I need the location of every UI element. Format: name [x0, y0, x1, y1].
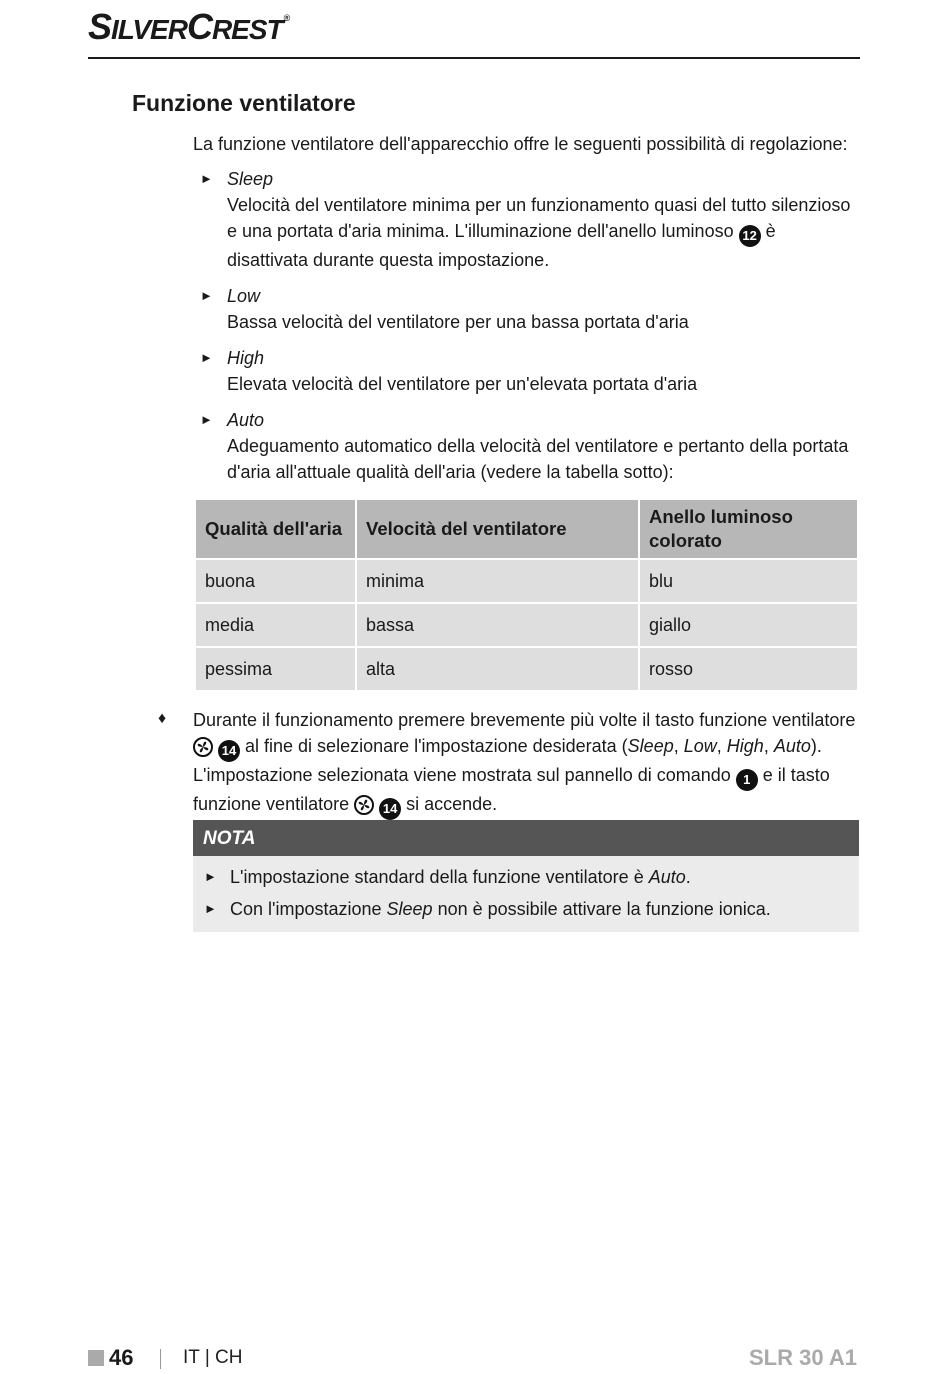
table-cell: bassa: [356, 603, 639, 647]
option-description: Bassa velocità del ventilatore per una bassa portata d'aria: [227, 312, 689, 332]
option-name: Low: [227, 286, 261, 306]
page-number: 46: [109, 1345, 134, 1370]
table-cell: alta: [356, 647, 639, 691]
option-description: Adeguamento automatico della velocità del ventilatore e pertanto della portata d'aria all'attuale qualità dell'aria (vedere la tabella sotto):: [227, 436, 849, 482]
table-header: Qualità dell'aria: [195, 499, 356, 559]
table-row: [195, 559, 858, 603]
arrow-icon: ►: [200, 288, 213, 303]
note-item: ► L'impostazione standard della funzione ventilatore è Auto.: [193, 864, 859, 890]
option-low: [200, 283, 860, 335]
footer-divider: [160, 1349, 161, 1369]
table-cell: rosso: [639, 647, 858, 691]
air-quality-table: [194, 498, 859, 692]
instruction-text: Durante il funzionamento premere brevemente più volte il tasto funzione ventilatore 14 al fine di selezionare l'impostazione desiderata (Sleep, Low, High, Auto). L'impostazione selezionata viene mostrata sul pannello di comando 1 e il tasto funzione ventilatore 14 si accende.: [193, 707, 859, 820]
arrow-icon: ►: [200, 350, 213, 365]
fan-icon: [354, 795, 374, 815]
note-body: [193, 856, 859, 932]
arrow-icon: ►: [200, 171, 213, 186]
language-code: IT | CH: [183, 1347, 243, 1368]
reference-number-icon: 1: [736, 769, 758, 791]
diamond-bullet-icon: ♦: [158, 710, 167, 727]
fan-options-list: [200, 166, 860, 495]
intro-text: La funzione ventilatore dell'apparecchio offre le seguenti possibilità di regolazione:: [193, 134, 848, 154]
table-header: Anello luminoso colorato: [639, 499, 858, 559]
footer-square-marker: [88, 1350, 104, 1366]
model-number: SLR 30 A1: [748, 1345, 857, 1370]
table-cell: giallo: [639, 603, 858, 647]
option-name: Sleep: [227, 169, 274, 189]
option-description: Velocità del ventilatore minima per un funzionamento quasi del tutto silenzioso e una portata d'aria minima. L'illuminazione dell'anello luminoso 12 è disattivata durante questa impostazione.: [227, 195, 851, 270]
note-item: ► Con l'impostazione Sleep non è possibile attivare la funzione ionica.: [193, 896, 859, 922]
option-description: Elevata velocità del ventilatore per un'elevata portata d'aria: [227, 374, 698, 394]
table-row: [195, 603, 858, 647]
table-header: Velocità del ventilatore: [356, 499, 639, 559]
reference-number-icon: 12: [739, 225, 761, 247]
reference-number-icon: 14: [379, 798, 401, 820]
arrow-icon: ►: [204, 901, 217, 916]
table-cell: buona: [195, 559, 356, 603]
option-sleep: [200, 166, 860, 273]
option-name: High: [227, 348, 265, 368]
option-name: Auto: [227, 410, 265, 430]
arrow-icon: ►: [200, 412, 213, 427]
note-title: NOTA: [193, 820, 859, 856]
arrow-icon: ►: [204, 869, 217, 884]
reference-number-icon: 14: [218, 740, 240, 762]
table-row: [195, 647, 858, 691]
note-box: [193, 820, 859, 932]
header-rule: [88, 57, 860, 59]
table-header-row: [195, 499, 858, 559]
option-auto: [200, 407, 860, 485]
table-cell: pessima: [195, 647, 356, 691]
brand-logo: SILVERCREST®: [88, 6, 290, 47]
section-title: Funzione ventilatore: [132, 90, 356, 116]
option-high: [200, 345, 860, 397]
table-cell: minima: [356, 559, 639, 603]
table-cell: blu: [639, 559, 858, 603]
fan-icon: [193, 737, 213, 757]
table-cell: media: [195, 603, 356, 647]
